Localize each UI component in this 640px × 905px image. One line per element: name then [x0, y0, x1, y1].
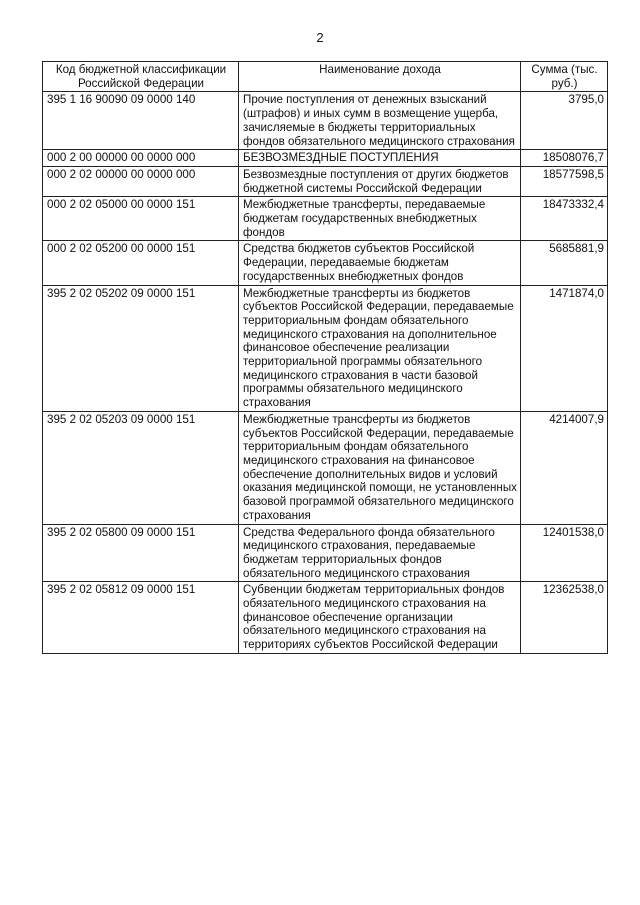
row-sum: 12401538,0: [521, 524, 608, 582]
row-sum: 12362538,0: [521, 582, 608, 654]
header-sum: Сумма (тыс. руб.): [521, 62, 608, 92]
row-code: 395 2 02 05800 09 0000 151: [43, 524, 239, 582]
row-code: 395 2 02 05202 09 0000 151: [43, 285, 239, 411]
row-sum: 3795,0: [521, 92, 608, 150]
row-name: Субвенции бюджетам территориальных фондов обязательного медицинского страхования на финансовое обеспечение организации обязательного медицинского страхования на территориях субъектов Российской Федерации: [239, 582, 521, 654]
table-row: [43, 197, 608, 241]
table-row: [43, 241, 608, 285]
row-sum: 18473332,4: [521, 197, 608, 241]
row-code: 395 2 02 05812 09 0000 151: [43, 582, 239, 654]
header-name: Наименование дохода: [239, 62, 521, 92]
row-code: 000 2 02 05200 00 0000 151: [43, 241, 239, 285]
row-sum: 1471874,0: [521, 285, 608, 411]
row-sum: 5685881,9: [521, 241, 608, 285]
table-row: [43, 92, 608, 150]
row-code: 000 2 02 00000 00 0000 000: [43, 166, 239, 196]
table-row: [43, 285, 608, 411]
row-sum: 4214007,9: [521, 411, 608, 524]
row-name: БЕЗВОЗМЕЗДНЫЕ ПОСТУПЛЕНИЯ: [239, 150, 521, 167]
page-number: 2: [316, 30, 324, 45]
row-name: Средства бюджетов субъектов Российской Федерации, передаваемые бюджетам государственных внебюджетных фондов: [239, 241, 521, 285]
row-sum: 18577598,5: [521, 166, 608, 196]
row-name: Межбюджетные трансферты из бюджетов субъектов Российской Федерации, передаваемые территориальным фондам обязательного медицинского страхования на финансовое обеспечение дополнительных видов и условий оказания медицинской помощи, не установленных базовой программой обязательного медицинского страхования: [239, 411, 521, 524]
row-code: 000 2 00 00000 00 0000 000: [43, 150, 239, 167]
row-name: Прочие поступления от денежных взысканий (штрафов) и иных сумм в возмещение ущерба, зачисляемые в бюджеты территориальных фондов обязательного медицинского страхования: [239, 92, 521, 150]
table-row: [43, 524, 608, 582]
revenue-table: [42, 61, 608, 654]
row-code: 395 2 02 05203 09 0000 151: [43, 411, 239, 524]
table-header-row: [43, 62, 608, 92]
header-code: Код бюджетной классификации Российской Федерации: [43, 62, 239, 92]
row-code: 000 2 02 05000 00 0000 151: [43, 197, 239, 241]
table-row: [43, 582, 608, 654]
row-name: Межбюджетные трансферты, передаваемые бюджетам государственных внебюджетных фондов: [239, 197, 521, 241]
table-row: [43, 150, 608, 167]
row-code: 395 1 16 90090 09 0000 140: [43, 92, 239, 150]
row-sum: 18508076,7: [521, 150, 608, 167]
row-name: Средства Федерального фонда обязательного медицинского страхования, передаваемые бюджетам территориальных фондов обязательного медицинского страхования: [239, 524, 521, 582]
row-name: Межбюджетные трансферты из бюджетов субъектов Российской Федерации, передаваемые территориальным фондам обязательного медицинского страхования на дополнительное финансовое обеспечение реализации территориальной программы обязательного медицинского страхования в части базовой программы обязательного медицинского страхования: [239, 285, 521, 411]
table-row: [43, 411, 608, 524]
table-row: [43, 166, 608, 196]
row-name: Безвозмездные поступления от других бюджетов бюджетной системы Российской Федерации: [239, 166, 521, 196]
